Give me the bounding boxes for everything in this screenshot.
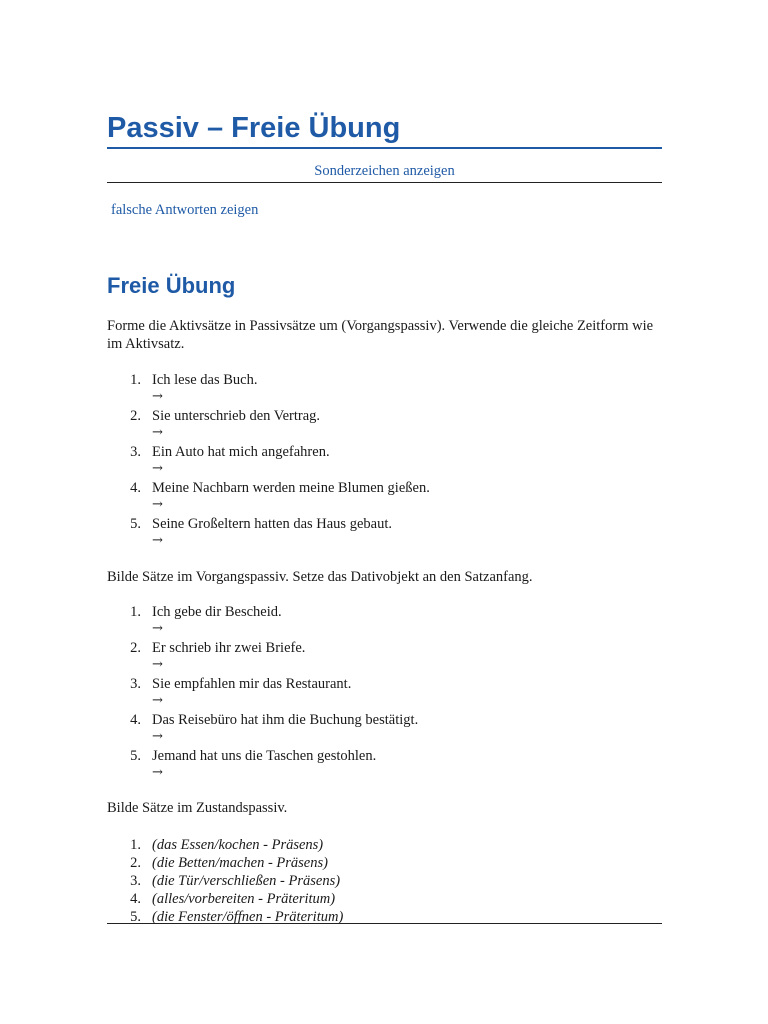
answer-arrow: → xyxy=(152,425,163,440)
item-hint: (das Essen/kochen - Präsens) xyxy=(152,837,324,853)
exercise3-list xyxy=(107,836,662,926)
title-underline xyxy=(107,147,662,149)
list-item xyxy=(107,675,662,711)
list-item xyxy=(107,711,662,747)
exercise1-list xyxy=(107,371,662,551)
page-title: Passiv – Freie Übung xyxy=(107,112,401,144)
divider-bottom xyxy=(107,923,662,924)
item-number: 3. xyxy=(130,444,141,460)
section-heading: Freie Übung xyxy=(107,273,236,298)
answer-arrow: → xyxy=(152,389,163,404)
item-number: 3. xyxy=(130,873,141,889)
answer-arrow: → xyxy=(152,461,163,476)
answer-arrow: → xyxy=(152,729,163,744)
item-sentence: Jemand hat uns die Taschen gestohlen. xyxy=(152,748,377,764)
item-sentence: Meine Nachbarn werden meine Blumen gießen. xyxy=(152,480,430,496)
exercise1-instruction: Forme die Aktivsätze in Passivsätze um (Vorgangspassiv). Verwende die gleiche Zeitform wie im Aktivsatz. xyxy=(107,318,654,352)
list-item xyxy=(107,443,662,479)
answer-arrow: → xyxy=(152,765,163,780)
answer-arrow: → xyxy=(152,533,163,548)
exercise3-instruction: Bilde Sätze im Zustandspassiv. xyxy=(107,800,288,816)
list-item xyxy=(107,603,662,639)
item-sentence: Seine Großeltern hatten das Haus gebaut. xyxy=(152,516,392,532)
item-number: 2. xyxy=(130,855,141,871)
answer-arrow: → xyxy=(152,657,163,672)
list-item xyxy=(107,747,662,783)
exercise2-list xyxy=(107,603,662,783)
item-hint: (die Fenster/öffnen - Präteritum) xyxy=(152,909,344,925)
list-item xyxy=(107,479,662,515)
answer-arrow: → xyxy=(152,693,163,708)
item-number: 5. xyxy=(130,516,141,532)
item-number: 5. xyxy=(130,748,141,764)
item-hint: (die Tür/verschließen - Präsens) xyxy=(152,873,341,889)
item-number: 4. xyxy=(130,891,141,907)
item-sentence: Das Reisebüro hat ihm die Buchung bestätigt. xyxy=(152,712,419,728)
item-number: 4. xyxy=(130,480,141,496)
item-number: 4. xyxy=(130,712,141,728)
item-number: 3. xyxy=(130,676,141,692)
item-sentence: Sie unterschrieb den Vertrag. xyxy=(152,408,321,424)
item-number: 2. xyxy=(130,640,141,656)
show-special-characters-link[interactable]: Sonderzeichen anzeigen xyxy=(314,163,455,179)
list-item xyxy=(107,371,662,407)
list-item xyxy=(107,407,662,443)
item-sentence: Ein Auto hat mich angefahren. xyxy=(152,444,330,460)
list-item xyxy=(107,854,662,872)
item-number: 2. xyxy=(130,408,141,424)
exercise2-instruction: Bilde Sätze im Vorgangspassiv. Setze das Dativobjekt an den Satzanfang. xyxy=(107,569,533,585)
item-sentence: Er schrieb ihr zwei Briefe. xyxy=(152,640,306,656)
item-number: 5. xyxy=(130,909,141,925)
list-item xyxy=(107,890,662,908)
item-sentence: Ich lese das Buch. xyxy=(152,372,258,388)
item-hint: (alles/vorbereiten - Präteritum) xyxy=(152,891,336,907)
item-sentence: Sie empfahlen mir das Restaurant. xyxy=(152,676,352,692)
list-item xyxy=(107,872,662,890)
divider-top xyxy=(107,182,662,183)
list-item xyxy=(107,639,662,675)
item-number: 1. xyxy=(130,604,141,620)
item-hint: (die Betten/machen - Präsens) xyxy=(152,855,328,871)
list-item xyxy=(107,515,662,551)
show-wrong-answers-link[interactable]: falsche Antworten zeigen xyxy=(111,202,259,218)
item-number: 1. xyxy=(130,372,141,388)
item-number: 1. xyxy=(130,837,141,853)
list-item xyxy=(107,836,662,854)
answer-arrow: → xyxy=(152,497,163,512)
item-sentence: Ich gebe dir Bescheid. xyxy=(152,604,282,620)
answer-arrow: → xyxy=(152,621,163,636)
